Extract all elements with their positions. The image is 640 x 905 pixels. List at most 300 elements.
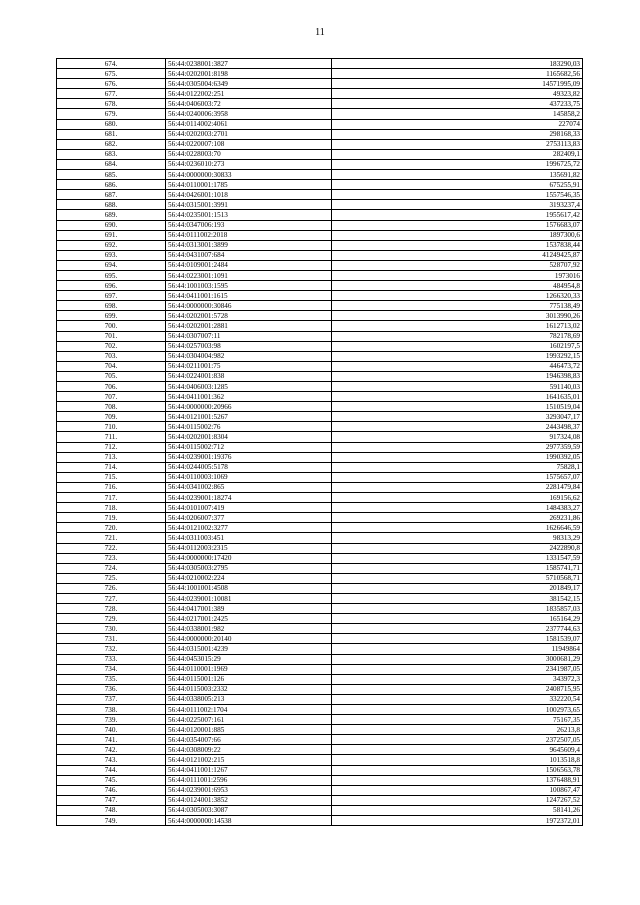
row-number-cell: 714. <box>57 462 166 472</box>
table-row <box>57 331 583 341</box>
cadastral-number-cell: 56:44:0244005:5178 <box>166 462 332 472</box>
cadastral-number-cell: 56:44:0308009:22 <box>166 745 332 755</box>
row-number-cell: 711. <box>57 432 166 442</box>
row-number-cell: 728. <box>57 604 166 614</box>
table-row <box>57 190 583 200</box>
table-row <box>57 644 583 654</box>
cadastral-number-cell: 56:44:0239001:19376 <box>166 452 332 462</box>
row-number-cell: 720. <box>57 523 166 533</box>
cadastral-number-cell: 56:44:0115002:76 <box>166 422 332 432</box>
cadastral-number-cell: 56:44:0411001:1615 <box>166 291 332 301</box>
table-row <box>57 89 583 99</box>
table-row <box>57 149 583 159</box>
row-number-cell: 743. <box>57 755 166 765</box>
row-number-cell: 707. <box>57 392 166 402</box>
row-number-cell: 727. <box>57 593 166 603</box>
value-cell: 782178,69 <box>332 331 583 341</box>
table-row <box>57 694 583 704</box>
row-number-cell: 705. <box>57 371 166 381</box>
value-cell: 58141,26 <box>332 805 583 815</box>
cadastral-number-cell: 56:44:0224001:838 <box>166 371 332 381</box>
row-number-cell: 694. <box>57 260 166 270</box>
table-row <box>57 351 583 361</box>
table-row <box>57 634 583 644</box>
cadastral-number-cell: 56:44:0111002:1704 <box>166 705 332 715</box>
table-row <box>57 412 583 422</box>
row-number-cell: 708. <box>57 402 166 412</box>
row-number-cell: 726. <box>57 583 166 593</box>
value-cell: 1506563,78 <box>332 765 583 775</box>
row-number-cell: 701. <box>57 331 166 341</box>
value-cell: 343972,3 <box>332 674 583 684</box>
cadastral-number-cell: 56:44:0206007:377 <box>166 513 332 523</box>
value-cell: 1973016 <box>332 270 583 280</box>
row-number-cell: 678. <box>57 99 166 109</box>
row-number-cell: 682. <box>57 139 166 149</box>
row-number-cell: 699. <box>57 311 166 321</box>
value-cell: 1537838,44 <box>332 240 583 250</box>
table-row <box>57 604 583 614</box>
cadastral-number-cell: 56:44:0115003:2332 <box>166 684 332 694</box>
cadastral-number-cell: 56:44:0338005:213 <box>166 694 332 704</box>
cadastral-number-cell: 56:44:0202001:5728 <box>166 311 332 321</box>
value-cell: 75828,1 <box>332 462 583 472</box>
table-row <box>57 775 583 785</box>
table-row <box>57 432 583 442</box>
row-number-cell: 710. <box>57 422 166 432</box>
table-row <box>57 139 583 149</box>
table-body <box>57 59 583 826</box>
table-row <box>57 816 583 826</box>
value-cell: 3000681,29 <box>332 654 583 664</box>
value-cell: 2753113,83 <box>332 139 583 149</box>
value-cell: 100867,47 <box>332 785 583 795</box>
cadastral-number-cell: 56:44:0406003:72 <box>166 99 332 109</box>
value-cell: 5710568,71 <box>332 573 583 583</box>
row-number-cell: 700. <box>57 321 166 331</box>
row-number-cell: 703. <box>57 351 166 361</box>
cadastral-number-cell: 56:44:0304004:982 <box>166 351 332 361</box>
value-cell: 1955617,42 <box>332 210 583 220</box>
value-cell: 1972372,01 <box>332 816 583 826</box>
cadastral-number-cell: 56:44:0426001:1018 <box>166 190 332 200</box>
cadastral-number-cell: 56:44:0110001:1785 <box>166 180 332 190</box>
value-cell: 183290,03 <box>332 59 583 69</box>
table-row <box>57 159 583 169</box>
row-number-cell: 722. <box>57 543 166 553</box>
value-cell: 775138,49 <box>332 301 583 311</box>
value-cell: 1602197,5 <box>332 341 583 351</box>
row-number-cell: 696. <box>57 281 166 291</box>
cadastral-number-cell: 56:44:0000000:20966 <box>166 402 332 412</box>
value-cell: 3013990,26 <box>332 311 583 321</box>
row-number-cell: 738. <box>57 705 166 715</box>
cadastral-number-cell: 56:44:0305003:3087 <box>166 805 332 815</box>
table-row <box>57 482 583 492</box>
row-number-cell: 740. <box>57 725 166 735</box>
table-row <box>57 533 583 543</box>
table-row <box>57 573 583 583</box>
row-number-cell: 718. <box>57 503 166 513</box>
value-cell: 1585741,71 <box>332 563 583 573</box>
cadastral-number-cell: 56:44:0411001:362 <box>166 392 332 402</box>
cadastral-number-cell: 56:44:0228003:70 <box>166 149 332 159</box>
table-row <box>57 382 583 392</box>
cadastral-number-cell: 56:44:0111001:2596 <box>166 775 332 785</box>
cadastral-number-cell: 56:44:0238001:3827 <box>166 59 332 69</box>
value-cell: 1013518,8 <box>332 755 583 765</box>
value-cell: 2377744,63 <box>332 624 583 634</box>
cadastral-number-cell: 56:44:0000000:30833 <box>166 170 332 180</box>
row-number-cell: 732. <box>57 644 166 654</box>
cadastral-number-cell: 56:44:0239001:18274 <box>166 493 332 503</box>
table-row <box>57 361 583 371</box>
value-cell: 1376488,91 <box>332 775 583 785</box>
row-number-cell: 706. <box>57 382 166 392</box>
row-number-cell: 747. <box>57 795 166 805</box>
cadastral-number-cell: 56:44:0114002:4061 <box>166 119 332 129</box>
cadastral-number-cell: 56:44:0121002:3277 <box>166 523 332 533</box>
row-number-cell: 687. <box>57 190 166 200</box>
table-row <box>57 674 583 684</box>
row-number-cell: 717. <box>57 493 166 503</box>
cadastral-number-cell: 56:44:0121001:5267 <box>166 412 332 422</box>
table-row <box>57 805 583 815</box>
cadastral-number-cell: 56:44:0236010:273 <box>166 159 332 169</box>
table-row <box>57 563 583 573</box>
row-number-cell: 713. <box>57 452 166 462</box>
value-cell: 484954,8 <box>332 281 583 291</box>
value-cell: 1575657,07 <box>332 472 583 482</box>
cadastral-number-cell: 56:44:0000000:14538 <box>166 816 332 826</box>
row-number-cell: 676. <box>57 79 166 89</box>
value-cell: 1612713,02 <box>332 321 583 331</box>
row-number-cell: 723. <box>57 553 166 563</box>
cadastral-number-cell: 56:44:0431007:684 <box>166 250 332 260</box>
row-number-cell: 674. <box>57 59 166 69</box>
table-row <box>57 664 583 674</box>
value-cell: 1626646,59 <box>332 523 583 533</box>
row-number-cell: 709. <box>57 412 166 422</box>
cadastral-number-cell: 56:44:0347006:193 <box>166 220 332 230</box>
table-row <box>57 765 583 775</box>
row-number-cell: 677. <box>57 89 166 99</box>
value-cell: 2372507,05 <box>332 735 583 745</box>
row-number-cell: 691. <box>57 230 166 240</box>
value-cell: 1641635,01 <box>332 392 583 402</box>
table-row <box>57 513 583 523</box>
value-cell: 201849,17 <box>332 583 583 593</box>
table-row <box>57 715 583 725</box>
value-cell: 1897300,6 <box>332 230 583 240</box>
row-number-cell: 686. <box>57 180 166 190</box>
row-number-cell: 746. <box>57 785 166 795</box>
value-cell: 1510519,04 <box>332 402 583 412</box>
table-row <box>57 210 583 220</box>
table-row <box>57 583 583 593</box>
cadastral-number-cell: 56:44:0338001:982 <box>166 624 332 634</box>
value-cell: 1996725,72 <box>332 159 583 169</box>
row-number-cell: 680. <box>57 119 166 129</box>
cadastral-number-cell: 56:44:0305003:2795 <box>166 563 332 573</box>
value-cell: 11949864 <box>332 644 583 654</box>
value-cell: 381542,15 <box>332 593 583 603</box>
value-cell: 165164,29 <box>332 614 583 624</box>
table-row <box>57 59 583 69</box>
row-number-cell: 681. <box>57 129 166 139</box>
cadastral-number-cell: 56:44:0122002:251 <box>166 89 332 99</box>
table-row <box>57 69 583 79</box>
table-row <box>57 291 583 301</box>
row-number-cell: 719. <box>57 513 166 523</box>
value-cell: 2422890,8 <box>332 543 583 553</box>
value-cell: 9645609,4 <box>332 745 583 755</box>
row-number-cell: 721. <box>57 533 166 543</box>
cadastral-number-cell: 56:44:0110003:1069 <box>166 472 332 482</box>
value-cell: 26213,8 <box>332 725 583 735</box>
table-row <box>57 422 583 432</box>
cadastral-number-cell: 56:44:0223001:1091 <box>166 270 332 280</box>
value-cell: 135691,82 <box>332 170 583 180</box>
table-row <box>57 735 583 745</box>
value-cell: 2443498,37 <box>332 422 583 432</box>
row-number-cell: 688. <box>57 200 166 210</box>
row-number-cell: 698. <box>57 301 166 311</box>
table-row <box>57 341 583 351</box>
value-cell: 528707,92 <box>332 260 583 270</box>
row-number-cell: 690. <box>57 220 166 230</box>
value-cell: 332220,54 <box>332 694 583 704</box>
cadastral-number-cell: 56:44:0315001:4239 <box>166 644 332 654</box>
value-cell: 1247267,52 <box>332 795 583 805</box>
table-row <box>57 705 583 715</box>
row-number-cell: 712. <box>57 442 166 452</box>
cadastral-number-cell: 56:44:0406003:1285 <box>166 382 332 392</box>
table-row <box>57 170 583 180</box>
table-row <box>57 220 583 230</box>
row-number-cell: 689. <box>57 210 166 220</box>
cadastral-number-cell: 56:44:0109001:2484 <box>166 260 332 270</box>
row-number-cell: 735. <box>57 674 166 684</box>
table-row <box>57 240 583 250</box>
table-row <box>57 109 583 119</box>
cadastral-number-cell: 56:44:0217001:2425 <box>166 614 332 624</box>
row-number-cell: 749. <box>57 816 166 826</box>
value-cell: 1946398,83 <box>332 371 583 381</box>
table-row <box>57 785 583 795</box>
value-cell: 227074 <box>332 119 583 129</box>
value-cell: 269231,86 <box>332 513 583 523</box>
table-row <box>57 755 583 765</box>
value-cell: 49323,82 <box>332 89 583 99</box>
table-row <box>57 493 583 503</box>
value-cell: 282409,1 <box>332 149 583 159</box>
value-cell: 298168,33 <box>332 129 583 139</box>
row-number-cell: 684. <box>57 159 166 169</box>
table-row <box>57 260 583 270</box>
value-cell: 75167,35 <box>332 715 583 725</box>
value-cell: 41249425,87 <box>332 250 583 260</box>
cadastral-number-cell: 56:44:0417001:389 <box>166 604 332 614</box>
value-cell: 2408715,95 <box>332 684 583 694</box>
row-number-cell: 736. <box>57 684 166 694</box>
row-number-cell: 715. <box>57 472 166 482</box>
cadastral-number-cell: 56:44:0305004:6349 <box>166 79 332 89</box>
value-cell: 917324,08 <box>332 432 583 442</box>
value-cell: 591140,03 <box>332 382 583 392</box>
cadastral-number-cell: 56:44:0239001:6953 <box>166 785 332 795</box>
cadastral-number-cell: 56:44:1001003:1595 <box>166 281 332 291</box>
cadastral-number-cell: 56:44:1001001:4508 <box>166 583 332 593</box>
cadastral-number-cell: 56:44:0211001:75 <box>166 361 332 371</box>
row-number-cell: 739. <box>57 715 166 725</box>
row-number-cell: 731. <box>57 634 166 644</box>
value-cell: 1557546,35 <box>332 190 583 200</box>
row-number-cell: 697. <box>57 291 166 301</box>
value-cell: 446473,72 <box>332 361 583 371</box>
table-row <box>57 442 583 452</box>
table-row <box>57 119 583 129</box>
cadastral-number-cell: 56:44:0000000:30846 <box>166 301 332 311</box>
table-row <box>57 614 583 624</box>
row-number-cell: 745. <box>57 775 166 785</box>
table-row <box>57 462 583 472</box>
cadastral-number-cell: 56:44:0124001:3852 <box>166 795 332 805</box>
row-number-cell: 729. <box>57 614 166 624</box>
cadastral-number-cell: 56:44:0000000:17420 <box>166 553 332 563</box>
row-number-cell: 730. <box>57 624 166 634</box>
cadastral-number-cell: 56:44:0202001:8198 <box>166 69 332 79</box>
value-cell: 98313,29 <box>332 533 583 543</box>
table-row <box>57 523 583 533</box>
value-cell: 1581539,07 <box>332 634 583 644</box>
table-row <box>57 654 583 664</box>
cadastral-number-cell: 56:44:0239001:10081 <box>166 593 332 603</box>
cadastral-table <box>56 58 583 826</box>
table-row <box>57 200 583 210</box>
row-number-cell: 702. <box>57 341 166 351</box>
table-row <box>57 452 583 462</box>
row-number-cell: 744. <box>57 765 166 775</box>
cadastral-number-cell: 56:44:0121002:215 <box>166 755 332 765</box>
table-row <box>57 392 583 402</box>
value-cell: 1331547,59 <box>332 553 583 563</box>
table-row <box>57 553 583 563</box>
cadastral-number-cell: 56:44:0112003:2315 <box>166 543 332 553</box>
row-number-cell: 716. <box>57 482 166 492</box>
cadastral-number-cell: 56:44:0110001:1969 <box>166 664 332 674</box>
value-cell: 1993292,15 <box>332 351 583 361</box>
table-row <box>57 281 583 291</box>
table-row <box>57 311 583 321</box>
cadastral-number-cell: 56:44:0240006:3958 <box>166 109 332 119</box>
row-number-cell: 685. <box>57 170 166 180</box>
cadastral-number-cell: 56:44:0315001:3991 <box>166 200 332 210</box>
table-row <box>57 270 583 280</box>
cadastral-number-cell: 56:44:0257003:98 <box>166 341 332 351</box>
cadastral-number-cell: 56:44:0111002:2018 <box>166 230 332 240</box>
value-cell: 2341987,05 <box>332 664 583 674</box>
table-row <box>57 543 583 553</box>
table-row <box>57 180 583 190</box>
cadastral-number-cell: 56:44:0210002:224 <box>166 573 332 583</box>
value-cell: 1576683,07 <box>332 220 583 230</box>
cadastral-number-cell: 56:44:0120001:885 <box>166 725 332 735</box>
value-cell: 3193237,4 <box>332 200 583 210</box>
value-cell: 145858,2 <box>332 109 583 119</box>
cadastral-number-cell: 56:44:0202003:2701 <box>166 129 332 139</box>
table-row <box>57 230 583 240</box>
value-cell: 169156,62 <box>332 493 583 503</box>
cadastral-number-cell: 56:44:0235001:1513 <box>166 210 332 220</box>
row-number-cell: 679. <box>57 109 166 119</box>
value-cell: 1484383,27 <box>332 503 583 513</box>
row-number-cell: 704. <box>57 361 166 371</box>
table-row <box>57 301 583 311</box>
value-cell: 1002973,65 <box>332 705 583 715</box>
row-number-cell: 693. <box>57 250 166 260</box>
row-number-cell: 683. <box>57 149 166 159</box>
table-row <box>57 129 583 139</box>
table-row <box>57 725 583 735</box>
row-number-cell: 692. <box>57 240 166 250</box>
cadastral-number-cell: 56:44:0220007:108 <box>166 139 332 149</box>
cadastral-number-cell: 56:44:0341002:865 <box>166 482 332 492</box>
value-cell: 14571995,09 <box>332 79 583 89</box>
row-number-cell: 748. <box>57 805 166 815</box>
table-row <box>57 99 583 109</box>
row-number-cell: 734. <box>57 664 166 674</box>
value-cell: 1165682,56 <box>332 69 583 79</box>
value-cell: 1990392,05 <box>332 452 583 462</box>
cadastral-number-cell: 56:44:0202001:2881 <box>166 321 332 331</box>
cadastral-number-cell: 56:44:0453015:29 <box>166 654 332 664</box>
cadastral-number-cell: 56:44:0225007:161 <box>166 715 332 725</box>
value-cell: 1835857,03 <box>332 604 583 614</box>
cadastral-number-cell: 56:44:0101007:419 <box>166 503 332 513</box>
row-number-cell: 737. <box>57 694 166 704</box>
value-cell: 3293047,17 <box>332 412 583 422</box>
cadastral-number-cell: 56:44:0307007:11 <box>166 331 332 341</box>
cadastral-number-cell: 56:44:0115002:712 <box>166 442 332 452</box>
row-number-cell: 741. <box>57 735 166 745</box>
table-row <box>57 472 583 482</box>
table-row <box>57 795 583 805</box>
row-number-cell: 733. <box>57 654 166 664</box>
table-row <box>57 684 583 694</box>
value-cell: 1266320,33 <box>332 291 583 301</box>
table-row <box>57 371 583 381</box>
table-row <box>57 624 583 634</box>
table-row <box>57 79 583 89</box>
cadastral-number-cell: 56:44:0313001:3899 <box>166 240 332 250</box>
cadastral-number-cell: 56:44:0354007:66 <box>166 735 332 745</box>
table-row <box>57 321 583 331</box>
table-row <box>57 745 583 755</box>
row-number-cell: 725. <box>57 573 166 583</box>
cadastral-number-cell: 56:44:0311003:451 <box>166 533 332 543</box>
value-cell: 2281479,84 <box>332 482 583 492</box>
table-row <box>57 593 583 603</box>
cadastral-number-cell: 56:44:0411001:1267 <box>166 765 332 775</box>
cadastral-number-cell: 56:44:0202001:8304 <box>166 432 332 442</box>
row-number-cell: 695. <box>57 270 166 280</box>
page-number: 11 <box>315 27 325 38</box>
table-row <box>57 503 583 513</box>
table-row <box>57 402 583 412</box>
value-cell: 437233,75 <box>332 99 583 109</box>
cadastral-number-cell: 56:44:0115001:126 <box>166 674 332 684</box>
